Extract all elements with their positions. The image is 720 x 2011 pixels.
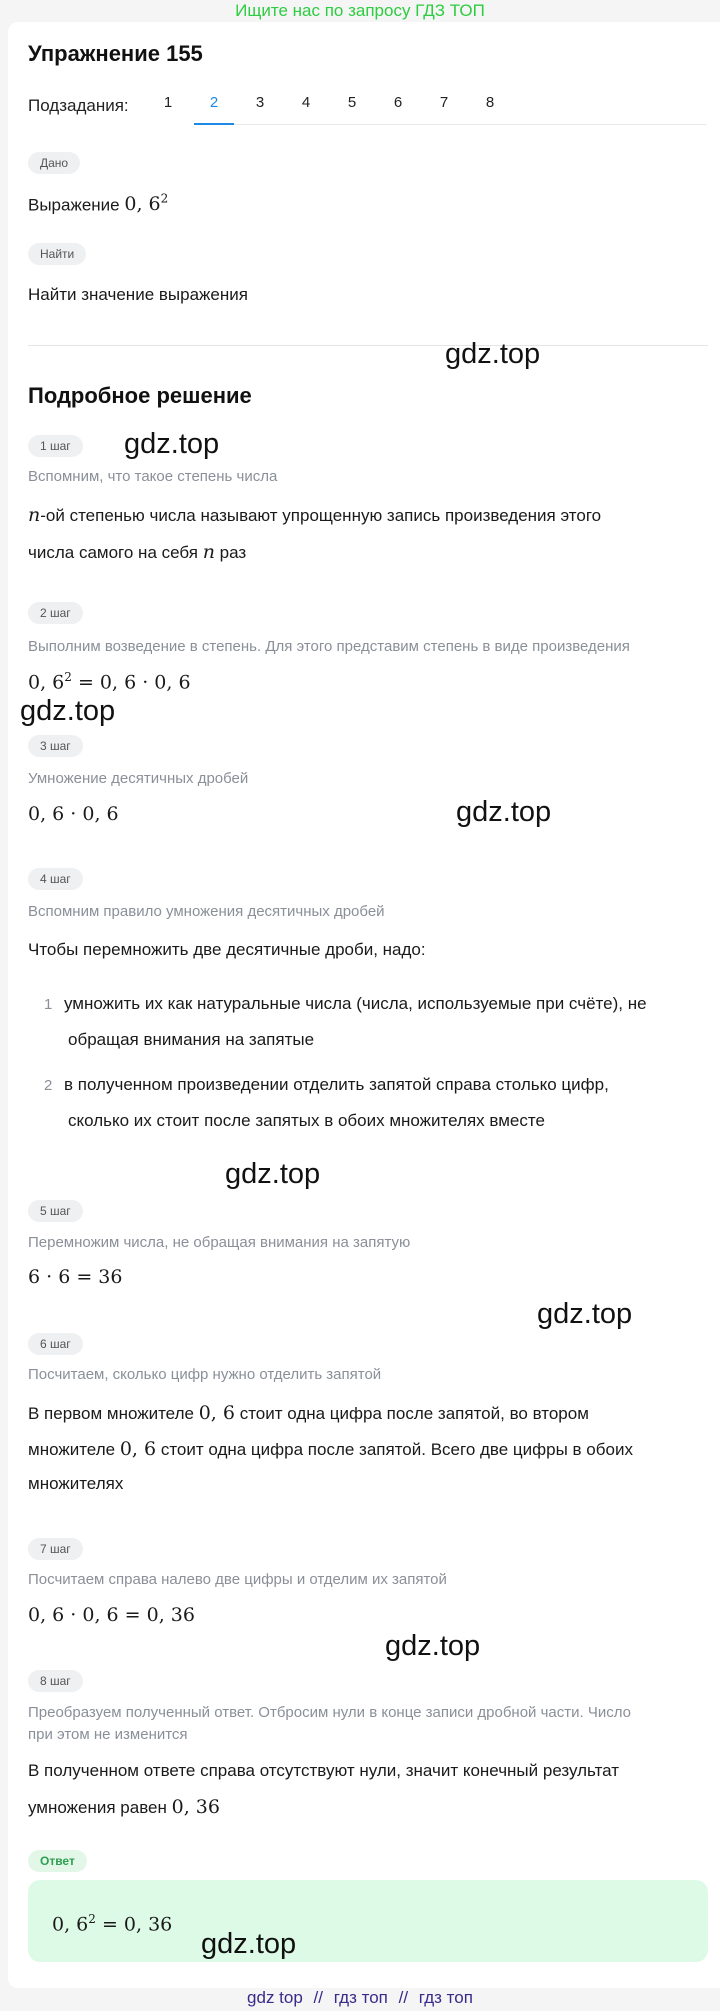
answer-badge: Ответ — [28, 1850, 87, 1872]
subtasks-label: Подзадания: — [28, 96, 129, 115]
step-1-hint: Вспомним, что такое степень числа — [28, 468, 278, 485]
list-item: обращая внимания на запятые — [68, 1030, 315, 1049]
tab-7[interactable]: 7 — [439, 94, 449, 111]
find-badge: Найти — [28, 243, 86, 265]
tabs-divider — [194, 124, 706, 125]
step-8-hint-2: при этом не изменится — [28, 1726, 188, 1743]
step-6-line-1: В первом множителе 0, 6 стоит одна цифра после запятой, во втором — [28, 1402, 589, 1424]
step-7-badge: 7 шаг — [28, 1538, 83, 1560]
step-5-expression: 6 · 6 = 36 — [28, 1266, 123, 1288]
tab-8[interactable]: 8 — [485, 94, 495, 111]
footer-link-gdz-top-ru[interactable]: гдз топ — [333, 1988, 388, 2007]
watermark: gdz.top — [445, 338, 541, 370]
footer-links — [0, 1988, 720, 2008]
step-5-badge: 5 шаг — [28, 1200, 83, 1222]
active-tab-indicator — [194, 123, 234, 125]
watermark: gdz.top — [225, 1158, 321, 1190]
step-6-line-3: множителях — [28, 1474, 124, 1493]
step-3-hint: Умножение десятичных дробей — [28, 770, 249, 787]
step-2-expression: 0, $6^2 = 0$, 6 · 0, 6 — [28, 670, 191, 694]
step-4-badge: 4 шаг — [28, 868, 83, 890]
watermark: gdz.top — [20, 695, 116, 727]
watermark: gdz.top — [385, 1630, 481, 1662]
step-4-hint: Вспомним правило умножения десятичных дробей — [28, 903, 385, 920]
step-8-hint-1: Преобразуем полученный ответ. Отбросим нули в конце записи дробной части. Число — [28, 1704, 631, 1721]
step-6-hint: Посчитаем, сколько цифр нужно отделить запятой — [28, 1366, 382, 1383]
step-8-line-2: умножения равен 0, 36 — [28, 1796, 220, 1818]
list-item: в полученном произведении отделить запятой справа столько цифр, — [64, 1075, 609, 1094]
watermark: gdz.top — [456, 796, 552, 828]
tab-4[interactable]: 4 — [301, 94, 311, 111]
step-2-hint: Выполним возведение в степень. Для этого представим степень в виде произведения — [28, 638, 630, 655]
step-5-hint: Перемножим числа, не обращая внимания на запятую — [28, 1234, 411, 1251]
list-number: 1 — [44, 996, 53, 1013]
step-1-badge: 1 шаг — [28, 435, 83, 457]
top-banner[interactable]: Ищите нас по запросу ГДЗ ТОП — [235, 1, 485, 20]
footer-separator: // — [398, 1988, 409, 2007]
given-expression: 0, $6^2$ — [124, 192, 169, 216]
page-title: Упражнение 155 — [28, 41, 203, 66]
watermark: gdz.top — [537, 1298, 633, 1330]
section-divider — [28, 345, 708, 346]
given-badge: Дано — [28, 152, 80, 174]
list-item: сколько их стоит после запятых в обоих множителях вместе — [68, 1111, 545, 1130]
step-8-line-1: В полученном ответе справа отсутствуют нули, значит конечный результат — [28, 1761, 620, 1780]
step-4-intro: Чтобы перемножить две десятичные дроби, надо: — [28, 940, 426, 959]
tab-2[interactable]: 2 — [209, 94, 219, 111]
step-2-badge: 2 шаг — [28, 602, 83, 624]
solution-title: Подробное решение — [28, 383, 252, 408]
footer-link-gdz-top-ru-2[interactable]: гдз топ — [418, 1988, 473, 2007]
footer-separator: // — [313, 1988, 323, 2007]
answer-expression: 0, $6^2 = 0$, 36 — [52, 1912, 173, 1936]
step-3-badge: 3 шаг — [28, 735, 83, 757]
step-8-badge: 8 шаг — [28, 1670, 83, 1692]
given-text: Выражение 0, $6^2$ — [28, 192, 169, 216]
step-7-expression: 0, 6 · 0, 6 = 0, 36 — [28, 1604, 195, 1626]
step-6-line-2: множителе 0, 6 стоит одна цифра после запятой. Всего две цифры в обоих — [28, 1438, 633, 1460]
list-item: умножить их как натуральные числа (числа, используемые при счёте), не — [64, 994, 647, 1013]
tab-6[interactable]: 6 — [393, 94, 403, 111]
watermark: gdz.top — [201, 1928, 297, 1960]
step-1-line-2: числа самого на себя n раз — [28, 541, 247, 563]
tab-1[interactable]: 1 — [163, 94, 173, 111]
find-text: Найти значение выражения — [28, 285, 248, 304]
watermark: gdz.top — [124, 428, 220, 460]
footer-link-gdz-top[interactable]: gdz top — [247, 1988, 303, 2007]
tab-5[interactable]: 5 — [347, 94, 357, 111]
tab-3[interactable]: 3 — [255, 94, 265, 111]
step-7-hint: Посчитаем справа налево две цифры и отделим их запятой — [28, 1571, 447, 1588]
step-1-line-1: n-ой степенью числа называют упрощенную запись произведения этого — [28, 504, 602, 526]
step-3-expression: 0, 6 · 0, 6 — [28, 803, 119, 825]
step-6-badge: 6 шаг — [28, 1333, 83, 1355]
list-number: 2 — [44, 1077, 53, 1094]
